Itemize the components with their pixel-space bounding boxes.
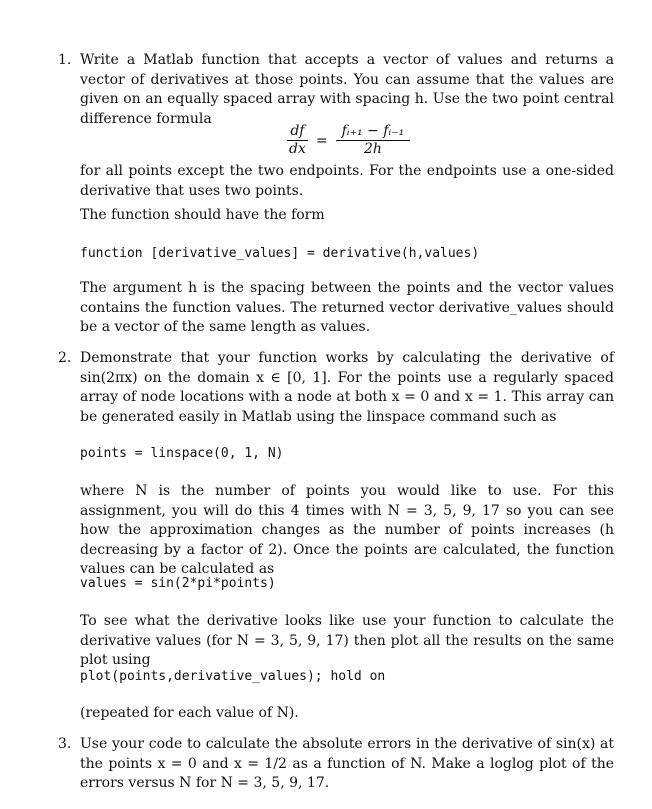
problem-1-continued [58,162,614,201]
plot-description: To see what the derivative looks like use your function to calculate the derivative values (for N = 3, 5, 9, 17) then plot all the results on the same plot using [80,613,614,668]
problem-1-intro: Write a Matlab function that accepts a vector of values and returns a vector of derivatives at those points. You can assume that the values are given on an equally spaced array with spacing h. Use the two point central difference formula [80,52,614,127]
plot-code: plot(points,derivative_values); hold on [80,669,386,684]
problem-number: 1. [58,52,72,68]
points-description: where N is the number of points you would like to use. For this assignment, you will do this 4 times with N = 3, 5, 9, 17 so you can see how the approximation changes as the number of points increases (h decreasing by a factor of 2). Once the points are calculated, the function values can be calculated as [80,483,614,577]
problem-2-repeat [58,704,614,724]
problem-2 [58,349,614,427]
function-form-text: The function should have the form [80,207,325,223]
problem-2-plot [58,612,614,671]
problem-2-intro: Demonstrate that your function works by calculating the derivative of sin(2πx) on the domain x ∈ [0, 1]. For the points use a regularly spaced array of node locations with a node at both x = 0 and x = 1. This array can be generated easily in Matlab using the linspace command such as [80,350,614,425]
linspace-code: points = linspace(0, 1, N) [80,446,284,461]
problem-1-endpoints-text: for all points except the two endpoints. For the endpoints use a one-sided derivative that uses two points. [80,163,614,199]
problem-1-arguments [58,279,614,338]
formula-equals: = [315,132,328,149]
values-code: values = sin(2*pi*points) [80,576,276,591]
formula-rhs-numerator: fᵢ₊₁ − fᵢ₋₁ [336,123,411,141]
problem-3 [58,735,614,794]
problem-1 [58,51,614,129]
central-difference-formula [287,123,410,158]
repeat-note: (repeated for each value of N). [80,705,299,721]
function-signature-code: function [derivative_values] = derivative(h,values) [80,246,480,261]
formula-lhs-denominator: dx [289,141,306,157]
formula-lhs-numerator: df [287,123,308,141]
arguments-description: The argument h is the spacing between the points and the vector values contains the function values. The returned vector derivative_values should be a vector of the same length as values. [80,280,614,335]
problem-3-text: Use your code to calculate the absolute errors in the derivative of sin(x) at the points x = 0 and x = 1/2 as a function of N. Make a loglog plot of the errors versus N for N = 3, 5, 9, 17. [80,736,614,791]
problem-number: 3. [58,736,72,752]
formula-rhs-denominator: 2h [363,141,382,157]
problem-number: 2. [58,350,72,366]
problem-1-form-label [58,206,614,226]
problem-2-points [58,482,614,580]
